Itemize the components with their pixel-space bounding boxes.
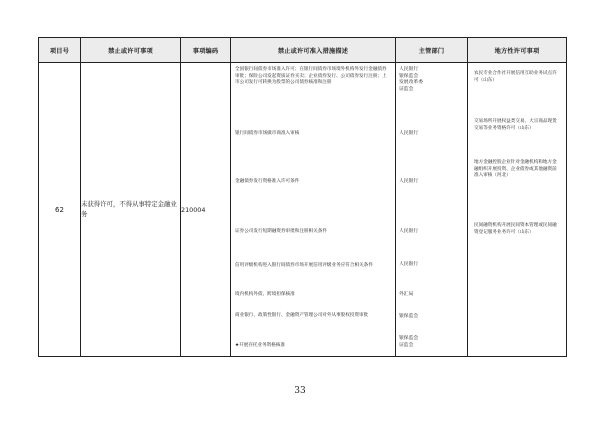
row-item-name: 未获得许可，不得从事特定金融业务: [81, 63, 181, 357]
restriction-table: [38, 37, 567, 357]
local-permit-entry: 民间融资机构开展民间资本管理或民间融资登记服务业务许可（山东）: [474, 223, 557, 235]
local-permit-entry: 农民专业合作社开展信用互助业务试点许可（山东）: [474, 71, 557, 83]
department-entry: 人民银行 银保监会 发展改革委 证监会: [399, 67, 423, 93]
measure-entry: 境内机构外债、跨境担保核准: [235, 292, 295, 297]
department-entry: 外汇局: [399, 292, 414, 297]
department-entry: 人民银行: [399, 262, 419, 267]
measure-entry: 商业银行、政策性银行、金融资产管理公司对外从事股权投资审批: [235, 313, 369, 318]
local-permit-entry: 交易场所开展权益类交易、大宗商品现货交易等业务资格许可（山东）: [474, 119, 557, 131]
measure-entry: 金融债券发行资格准入许可条件: [235, 179, 300, 184]
measures-cell: [231, 63, 396, 357]
table-row: [39, 63, 567, 357]
department-entry: 银保监会 证监会: [399, 336, 419, 348]
measure-entry: ★开展存托业务资格核准: [235, 343, 286, 348]
table-header-row: [39, 38, 567, 63]
header-local: 地方性许可事项: [468, 38, 567, 63]
measure-entry: 银行间债券市场做市商准入审核: [235, 131, 300, 136]
header-item: 禁止或许可事项: [81, 38, 181, 63]
departments-cell: [396, 63, 468, 357]
local-permits-cell: [468, 63, 567, 357]
header-measure: 禁止或许可准入措施描述: [231, 38, 396, 63]
page-number: 33: [294, 386, 306, 396]
measure-entry: 全国银行间债券市场准入许可；在银行间债券市场境外机构外发行金融债券审批；保险公司发起资质证券买卖；企业债券发行、公司债券发行注册；上市公司发行可转换为股票的公司债券核准和注册: [235, 67, 387, 86]
row-item-code: 210004: [181, 63, 231, 357]
department-entry: 人民银行: [399, 131, 419, 136]
header-dept: 主管部门: [396, 38, 468, 63]
header-index: 项目号: [39, 38, 81, 63]
row-index: 62: [39, 63, 81, 357]
department-entry: 人民银行: [399, 229, 419, 234]
local-permit-entry: 地方金融控股企业针对金融机构和地方金融组织开展投资、企业债券或其他融资前准入审核（河北）: [474, 160, 557, 179]
measure-entry: 证券公司发行短期融资券审批和注册相关条件: [235, 229, 327, 234]
measure-entry: 信用评级机构进入银行间债券市场开展信用评级业务应符合相关条件: [235, 263, 373, 268]
department-entry: 银保监会: [399, 314, 419, 319]
header-code: 事项编码: [181, 38, 231, 63]
department-entry: 人民银行: [399, 179, 419, 184]
